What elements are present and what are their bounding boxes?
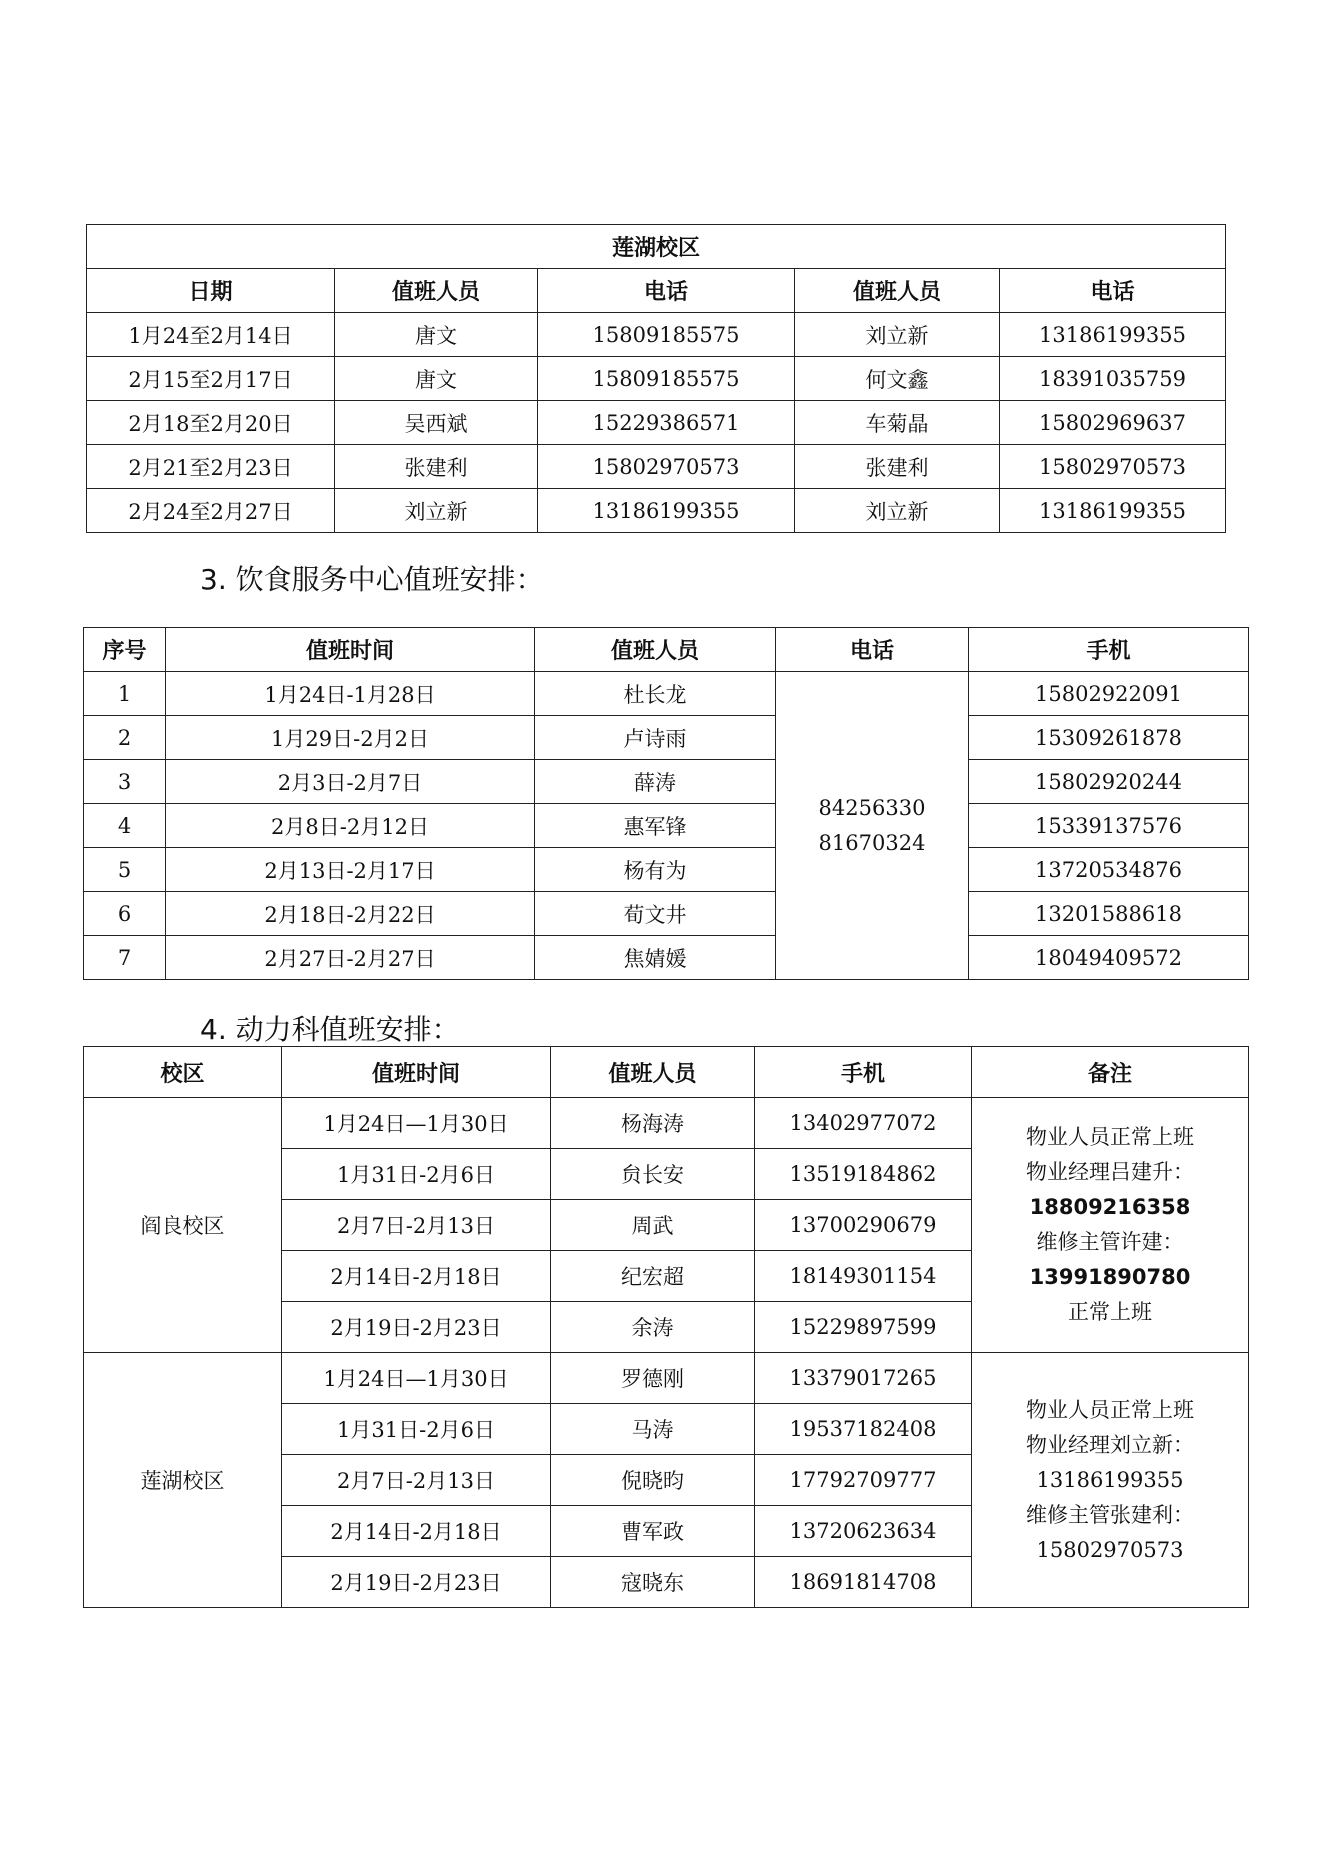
- cell-person: 何文鑫: [795, 357, 1000, 401]
- cell-mobile: 15339137576: [969, 804, 1249, 848]
- header-date: 日期: [87, 269, 335, 313]
- cell-no: 4: [84, 804, 166, 848]
- table-row: [87, 313, 1226, 357]
- cell-mobile: 13720534876: [969, 848, 1249, 892]
- cell-person: 刘立新: [795, 489, 1000, 533]
- campus-note: [972, 1098, 1249, 1353]
- cell-time: 2月13日-2月17日: [166, 848, 535, 892]
- cell-mobile: 15802920244: [969, 760, 1249, 804]
- cell-mobile: 15309261878: [969, 716, 1249, 760]
- cell-time: 2月8日-2月12日: [166, 804, 535, 848]
- cell-time: 1月24日—1月30日: [282, 1098, 551, 1149]
- section3-heading: 3. 饮食服务中心值班安排：: [200, 563, 544, 596]
- cell-mobile: 13720623634: [755, 1506, 972, 1557]
- header-time: 值班时间: [166, 628, 535, 672]
- cell-mobile: 13700290679: [755, 1200, 972, 1251]
- table-row: [84, 716, 1249, 760]
- table-row: [87, 357, 1226, 401]
- cell-date: 2月21至2月23日: [87, 445, 335, 489]
- cell-time: 2月7日-2月13日: [282, 1455, 551, 1506]
- note-line: 物业经理刘立新：: [1026, 1432, 1194, 1457]
- header-time: 值班时间: [282, 1047, 551, 1098]
- cell-phone: 15802969637: [1000, 401, 1226, 445]
- shared-phone-cell: [776, 672, 969, 980]
- cell-person: 寇晓东: [551, 1557, 755, 1608]
- table-row: [87, 401, 1226, 445]
- table-row: [84, 1353, 1249, 1404]
- campus-name: 阎良校区: [84, 1098, 282, 1353]
- note-line: 物业人员正常上班: [1026, 1397, 1194, 1422]
- cell-time: 2月7日-2月13日: [282, 1200, 551, 1251]
- cell-time: 1月24日—1月30日: [282, 1353, 551, 1404]
- cell-time: 2月14日-2月18日: [282, 1251, 551, 1302]
- cell-no: 1: [84, 672, 166, 716]
- table-row: [84, 804, 1249, 848]
- cell-person: 杜长龙: [535, 672, 776, 716]
- note-line: 维修主管张建利：: [1026, 1502, 1194, 1527]
- table-row: [84, 1098, 1249, 1149]
- phone-number: 84256330: [818, 795, 926, 820]
- table-row: [84, 672, 1249, 716]
- note-line: 18809216358: [1029, 1195, 1191, 1219]
- cell-phone: 15802970573: [538, 445, 795, 489]
- cell-person: 曹军政: [551, 1506, 755, 1557]
- cell-mobile: 18691814708: [755, 1557, 972, 1608]
- table-row: [87, 445, 1226, 489]
- header-person-2: 值班人员: [795, 269, 1000, 313]
- cell-date: 2月15至2月17日: [87, 357, 335, 401]
- cell-phone: 15229386571: [538, 401, 795, 445]
- table-row: [84, 760, 1249, 804]
- cell-mobile: 13402977072: [755, 1098, 972, 1149]
- cell-person: 唐文: [335, 313, 538, 357]
- cell-time: 2月19日-2月23日: [282, 1302, 551, 1353]
- cell-mobile: 13379017265: [755, 1353, 972, 1404]
- cell-person: 纪宏超: [551, 1251, 755, 1302]
- cell-date: 2月18至2月20日: [87, 401, 335, 445]
- header-mobile: 手机: [969, 628, 1249, 672]
- cell-person: 车菊晶: [795, 401, 1000, 445]
- table-row: [84, 936, 1249, 980]
- power-duty-table: [83, 1046, 1249, 1608]
- cell-person: 杨有为: [535, 848, 776, 892]
- header-mobile: 手机: [755, 1047, 972, 1098]
- cell-person: 焦婧媛: [535, 936, 776, 980]
- cell-person: 张建利: [795, 445, 1000, 489]
- cell-phone: 18391035759: [1000, 357, 1226, 401]
- catering-duty-table: [83, 627, 1249, 980]
- campus-note: [972, 1353, 1249, 1608]
- header-phone-1: 电话: [538, 269, 795, 313]
- cell-time: 1月24日-1月28日: [166, 672, 535, 716]
- note-line: 15802970573: [1036, 1537, 1184, 1562]
- cell-mobile: 18049409572: [969, 936, 1249, 980]
- cell-person: 余涛: [551, 1302, 755, 1353]
- cell-time: 1月31日-2月6日: [282, 1149, 551, 1200]
- cell-person: 贠长安: [551, 1149, 755, 1200]
- note-line: 正常上班: [1068, 1300, 1152, 1324]
- note-line: 维修主管许建：: [1036, 1230, 1184, 1254]
- cell-time: 2月18日-2月22日: [166, 892, 535, 936]
- cell-person: 吴西斌: [335, 401, 538, 445]
- cell-time: 1月31日-2月6日: [282, 1404, 551, 1455]
- cell-person: 张建利: [335, 445, 538, 489]
- table-row: [87, 489, 1226, 533]
- cell-person: 倪晓昀: [551, 1455, 755, 1506]
- cell-phone: 15809185575: [538, 357, 795, 401]
- cell-time: 2月27日-2月27日: [166, 936, 535, 980]
- cell-person: 杨海涛: [551, 1098, 755, 1149]
- cell-person: 马涛: [551, 1404, 755, 1455]
- cell-mobile: 15229897599: [755, 1302, 972, 1353]
- cell-date: 2月24至2月27日: [87, 489, 335, 533]
- cell-no: 5: [84, 848, 166, 892]
- cell-person: 周武: [551, 1200, 755, 1251]
- lianhu-duty-table: [86, 224, 1226, 533]
- header-person: 值班人员: [535, 628, 776, 672]
- header-person-1: 值班人员: [335, 269, 538, 313]
- cell-phone: 13186199355: [538, 489, 795, 533]
- cell-mobile: 17792709777: [755, 1455, 972, 1506]
- header-phone: 电话: [776, 628, 969, 672]
- cell-no: 6: [84, 892, 166, 936]
- cell-phone: 13186199355: [1000, 489, 1226, 533]
- cell-phone: 15809185575: [538, 313, 795, 357]
- cell-mobile: 13519184862: [755, 1149, 972, 1200]
- table-row: [84, 848, 1249, 892]
- cell-person: 惠军锋: [535, 804, 776, 848]
- cell-person: 刘立新: [335, 489, 538, 533]
- note-line: 物业经理吕建升：: [1026, 1160, 1194, 1184]
- cell-time: 2月3日-2月7日: [166, 760, 535, 804]
- cell-no: 3: [84, 760, 166, 804]
- cell-person: 罗德刚: [551, 1353, 755, 1404]
- cell-phone: 15802970573: [1000, 445, 1226, 489]
- cell-date: 1月24至2月14日: [87, 313, 335, 357]
- note-line: 13186199355: [1036, 1467, 1184, 1492]
- note-line: 物业人员正常上班: [1026, 1125, 1194, 1149]
- cell-person: 薛涛: [535, 760, 776, 804]
- cell-person: 荀文井: [535, 892, 776, 936]
- cell-mobile: 18149301154: [755, 1251, 972, 1302]
- cell-time: 2月14日-2月18日: [282, 1506, 551, 1557]
- phone-number: 81670324: [818, 830, 926, 855]
- table-caption: 莲湖校区: [87, 225, 1226, 269]
- cell-person: 刘立新: [795, 313, 1000, 357]
- cell-mobile: 15802922091: [969, 672, 1249, 716]
- cell-time: 1月29日-2月2日: [166, 716, 535, 760]
- note-line: 13991890780: [1029, 1265, 1191, 1289]
- cell-person: 唐文: [335, 357, 538, 401]
- cell-mobile: 19537182408: [755, 1404, 972, 1455]
- cell-no: 7: [84, 936, 166, 980]
- header-person: 值班人员: [551, 1047, 755, 1098]
- table-row: [84, 892, 1249, 936]
- section4-heading: 4. 动力科值班安排：: [200, 1013, 460, 1046]
- cell-time: 2月19日-2月23日: [282, 1557, 551, 1608]
- header-phone-2: 电话: [1000, 269, 1226, 313]
- header-no: 序号: [84, 628, 166, 672]
- header-campus: 校区: [84, 1047, 282, 1098]
- cell-mobile: 13201588618: [969, 892, 1249, 936]
- cell-phone: 13186199355: [1000, 313, 1226, 357]
- header-note: 备注: [972, 1047, 1249, 1098]
- cell-no: 2: [84, 716, 166, 760]
- cell-person: 卢诗雨: [535, 716, 776, 760]
- campus-name: 莲湖校区: [84, 1353, 282, 1608]
